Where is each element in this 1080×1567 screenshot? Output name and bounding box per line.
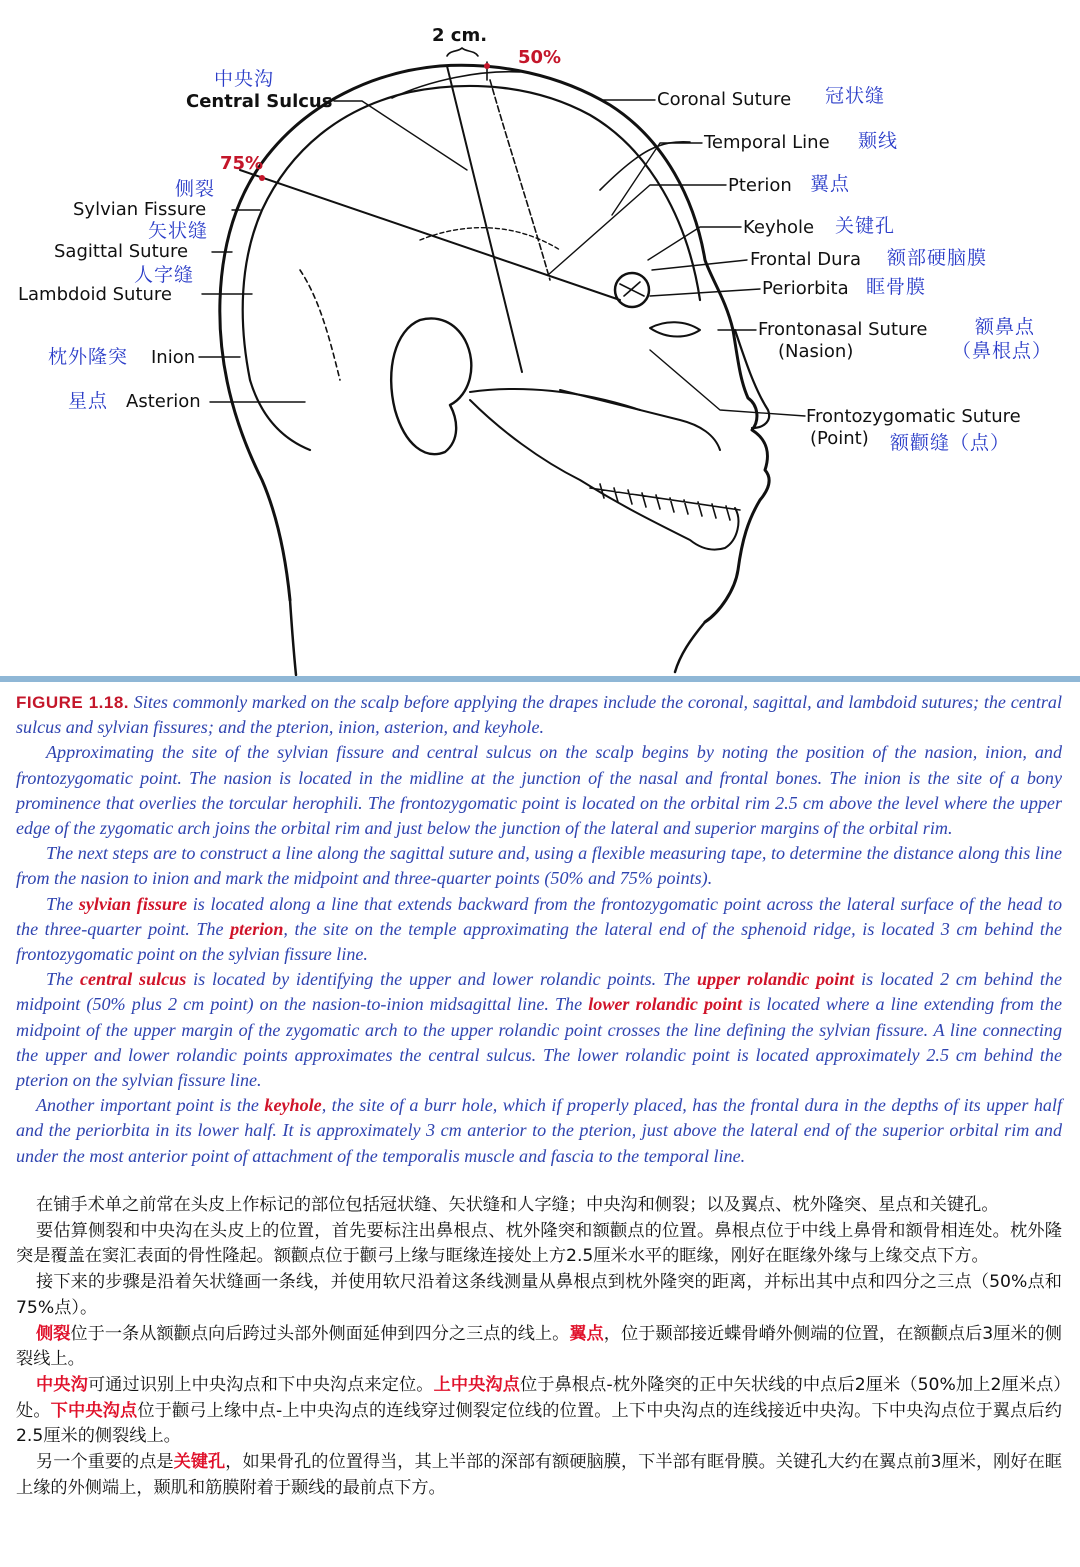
caption-p6-b: , the site of a burr hole, which if properly placed, has the frontal dura in the depths of its upper half and the periorbita in its lower half. It is approximately 3 cm anterior to the pterion, just above the lateral end of the superior orbital rim and under the most anterior point of attachment of the temporalis muscle and fascia to the temporal line. <box>16 1095 1062 1166</box>
caption-p5 <box>16 967 1062 1093</box>
caption-p6 <box>16 1093 1062 1169</box>
term-keyhole: keyhole <box>264 1095 322 1116</box>
caption-p4-c: , the site on the temple approximating the lateral end of the sphenoid ridge, is located 3 cm behind the frontozygomatic point on the sylvian fissure line. <box>16 918 1063 965</box>
lambdoid-suture-label: Lambdoid Suture <box>18 284 172 305</box>
inion-cn-label: 枕外隆突 <box>48 346 129 368</box>
term-central-sulcus: central sulcus <box>79 969 187 990</box>
figure-caption <box>16 690 1062 1169</box>
figure-divider <box>0 676 1080 682</box>
lambdoid-suture <box>300 270 340 380</box>
cn-p5 <box>16 1373 1062 1450</box>
caption-p5-d: is located where a line extending from the midpoint of the upper margin of the zygomatic arch to the upper rolandic point crosses the line defining the sylvian fissure. A line connecting the upper and lower rolandic points approximates the central sulcus. The lower rolandic point is located approximately 2.5 cm behind the pterion on the sylvian fissure line. <box>16 994 1062 1091</box>
cn-term-pterion: 翼点 <box>569 1323 604 1344</box>
sylvian-fissure-cn-label: 侧裂 <box>175 178 216 200</box>
caption-p4-a: The <box>46 893 79 914</box>
cn-p4-a: 位于一条从额颧点向后跨过头部外侧面延伸到四分之三点的线上。 <box>70 1323 570 1344</box>
frontonasal-cn-label: 额鼻点 <box>975 316 1036 338</box>
cn-term-sylvian: 侧裂 <box>36 1323 71 1344</box>
cn-p1: 在铺手术单之前常在头皮上作标记的部位包括冠状缝、矢状缝和人字缝；中央沟和侧裂；以及翼点、枕外隆突、星点和关键孔。 <box>36 1195 999 1215</box>
caption-p5-a: The <box>46 969 80 990</box>
temporal-line-label: Temporal Line <box>704 132 830 153</box>
frontozygomatic-suture-label: Frontozygomatic Suture <box>806 406 1021 427</box>
caption-p2: Approximating the site of the sylvian fissure and central sulcus on the scalp begins by noting the position of the nasion, inion, and frontozygomatic point. The nasion is located in the midline at the junction of the nasal and frontal bones. The inion is the site of a bony prominence that overlies the torcular herophili. The frontozygomatic point is located on the orbital rim 2.5 cm above the level where the upper edge of the zygomatic arch joins the orbital rim and just below the junction of the lateral and superior margins of the orbital rim. <box>16 742 1062 839</box>
inion-label: Inion <box>151 347 196 368</box>
term-sylvian-fissure: sylvian fissure <box>78 893 188 914</box>
neck-back <box>290 600 296 675</box>
lambdoid-suture-cn-label: 人字缝 <box>134 264 195 286</box>
teeth <box>590 484 740 520</box>
term-upper-rolandic-point: upper rolandic point <box>696 969 855 990</box>
asterion-label: Asterion <box>126 391 201 412</box>
cn-p5-b: 位于鼻根点-枕外隆突的正中矢状线的中点后2厘米（50%加上2厘米点）处。 <box>16 1374 1062 1421</box>
figure-number: FIGURE 1.18. <box>16 693 130 712</box>
frontonasal-suture-label: Frontonasal Suture <box>758 319 928 340</box>
cn-p5-a: 可通过识别上中央沟点和下中央沟点来定位。 <box>87 1374 434 1395</box>
keyhole-label: Keyhole <box>743 217 815 238</box>
sylvian-line <box>240 170 620 300</box>
ear <box>391 318 471 454</box>
cn-term-central-sulcus: 中央沟 <box>36 1374 88 1395</box>
head-skull-drawing <box>0 0 1080 680</box>
pterion-cn-label: 翼点 <box>810 173 851 195</box>
fifty-percent-point <box>484 63 490 69</box>
nasion-cn-label: （鼻根点） <box>952 340 1053 362</box>
jaw-outline <box>470 390 738 550</box>
cn-p4-b: ，位于颞部接近蝶骨嵴外侧端的位置，在额颧点后3厘米的侧裂线上。 <box>16 1323 1062 1370</box>
central-sulcus-label: Central Sulcus <box>186 91 333 112</box>
cn-p6-b: ，如果骨孔的位置得当，其上半部的深部有额硬脑膜，下半部有眶骨膜。关键孔大约在翼点前3厘米，刚好在眶上缘的外侧端上，颞肌和筋膜附着于颞线的最前点下方。 <box>16 1452 1062 1498</box>
sylvian-fissure-label: Sylvian Fissure <box>73 199 207 220</box>
caption-p5-c: is located 2 cm behind the midpoint (50% plus 2 cm point) on the nasion-to-inion midsagittal line. The <box>16 969 1062 1015</box>
caption-p6-a: Another important point is the <box>36 1095 265 1116</box>
cn-p6-a: 另一个重要的点是 <box>36 1452 174 1473</box>
caption-p1 <box>16 690 1062 740</box>
two-cm-label: 2 cm. <box>432 25 488 46</box>
cn-term-upper-rolandic: 上中央沟点 <box>433 1374 521 1395</box>
sagittal-suture-cn-label: 矢状缝 <box>148 220 209 242</box>
two-cm-brace <box>447 48 478 56</box>
term-pterion: pterion <box>230 918 284 939</box>
sagittal-suture-label: Sagittal Suture <box>54 241 189 262</box>
frontozygomatic-point-label: (Point) <box>810 428 869 449</box>
cn-term-keyhole: 关键孔 <box>173 1452 226 1473</box>
pterion-label: Pterion <box>728 175 792 196</box>
asterion-cn-label: 星点 <box>68 390 109 412</box>
eye <box>650 322 700 336</box>
nasion-label: (Nasion) <box>778 341 854 362</box>
caption-p4 <box>16 892 1062 968</box>
coronal-suture-cn-label: 冠状缝 <box>825 85 886 107</box>
seventy-five-percent-point <box>259 175 265 181</box>
central-sulcus-cn-label: 中央沟 <box>214 68 275 90</box>
periorbita-cn-label: 眶骨膜 <box>866 276 927 298</box>
cn-p3: 接下来的步骤是沿着矢状缝画一条线，并使用软尺沿着这条线测量从鼻根点到枕外隆突的距离，并标出其中点和四分之三点（50%点和75%点）。 <box>16 1272 1062 1318</box>
fifty-percent-label: 50% <box>518 47 562 68</box>
frontal-dura-label: Frontal Dura <box>750 249 861 270</box>
cn-term-lower-rolandic: 下中央沟点 <box>50 1400 138 1421</box>
chinese-translation <box>16 1193 1062 1501</box>
term-lower-rolandic-point: lower rolandic point <box>588 994 743 1015</box>
seventy-five-percent-label: 75% <box>220 153 264 174</box>
frontal-dura-cn-label: 额部硬脑膜 <box>887 247 988 269</box>
periorbita-label: Periorbita <box>762 278 849 299</box>
caption-p3: The next steps are to construct a line along the sagittal suture and, using a flexible measuring tape, to determine the distance along this line from the nasion to inion and mark the midpoint and three-quarter points (50% and 75% points). <box>16 843 1062 889</box>
anatomy-figure <box>0 0 1080 680</box>
keyhole-cn-label: 关键孔 <box>835 215 896 237</box>
caption-p1-text: Sites commonly marked on the scalp before applying the drapes include the coronal, sagittal, and lambdoid sutures; the central sulcus and sylvian fissures; and the pterion, inion, asterion, and keyhole. <box>16 692 1062 738</box>
caption-p4-b: is located along a line that extends backward from the frontozygomatic point across the lateral surface of the head to the three-quarter point. The <box>16 893 1063 939</box>
frontozygomatic-cn-label: 额颧缝（点） <box>890 432 1011 454</box>
cn-p4 <box>16 1322 1062 1373</box>
zygomatic-arch <box>470 389 640 410</box>
coronal-suture <box>490 80 550 280</box>
neck-outline <box>675 622 705 672</box>
cn-p5-c: 位于颧弓上缘中点-上中央沟点的连线穿过侧裂定位线的位置。上下中央沟点的连线接近中央沟。下中央沟点位于翼点后约2.5厘米的侧裂线上。 <box>16 1400 1062 1447</box>
sagittal-line <box>392 72 520 98</box>
caption-p5-b: is located by identifying the upper and lower rolandic points. The <box>186 969 697 990</box>
coronal-suture-label: Coronal Suture <box>657 89 792 110</box>
cn-p6 <box>16 1450 1062 1501</box>
skull-outline <box>243 86 700 450</box>
central-sulcus-line <box>447 66 522 372</box>
temporal-line-cn-label: 颞线 <box>858 130 899 152</box>
cn-p2: 要估算侧裂和中央沟在头皮上的位置，首先要标注出鼻根点、枕外隆突和额颧点的位置。鼻根点位于中线上鼻骨和额骨相连处。枕外隆突是覆盖在窦汇表面的骨性隆起。额颧点位于颧弓上缘与眶缘连接处上方2.5厘米水平的眶缘，刚好在眶缘外缘与上缘交点下方。 <box>16 1220 1062 1267</box>
